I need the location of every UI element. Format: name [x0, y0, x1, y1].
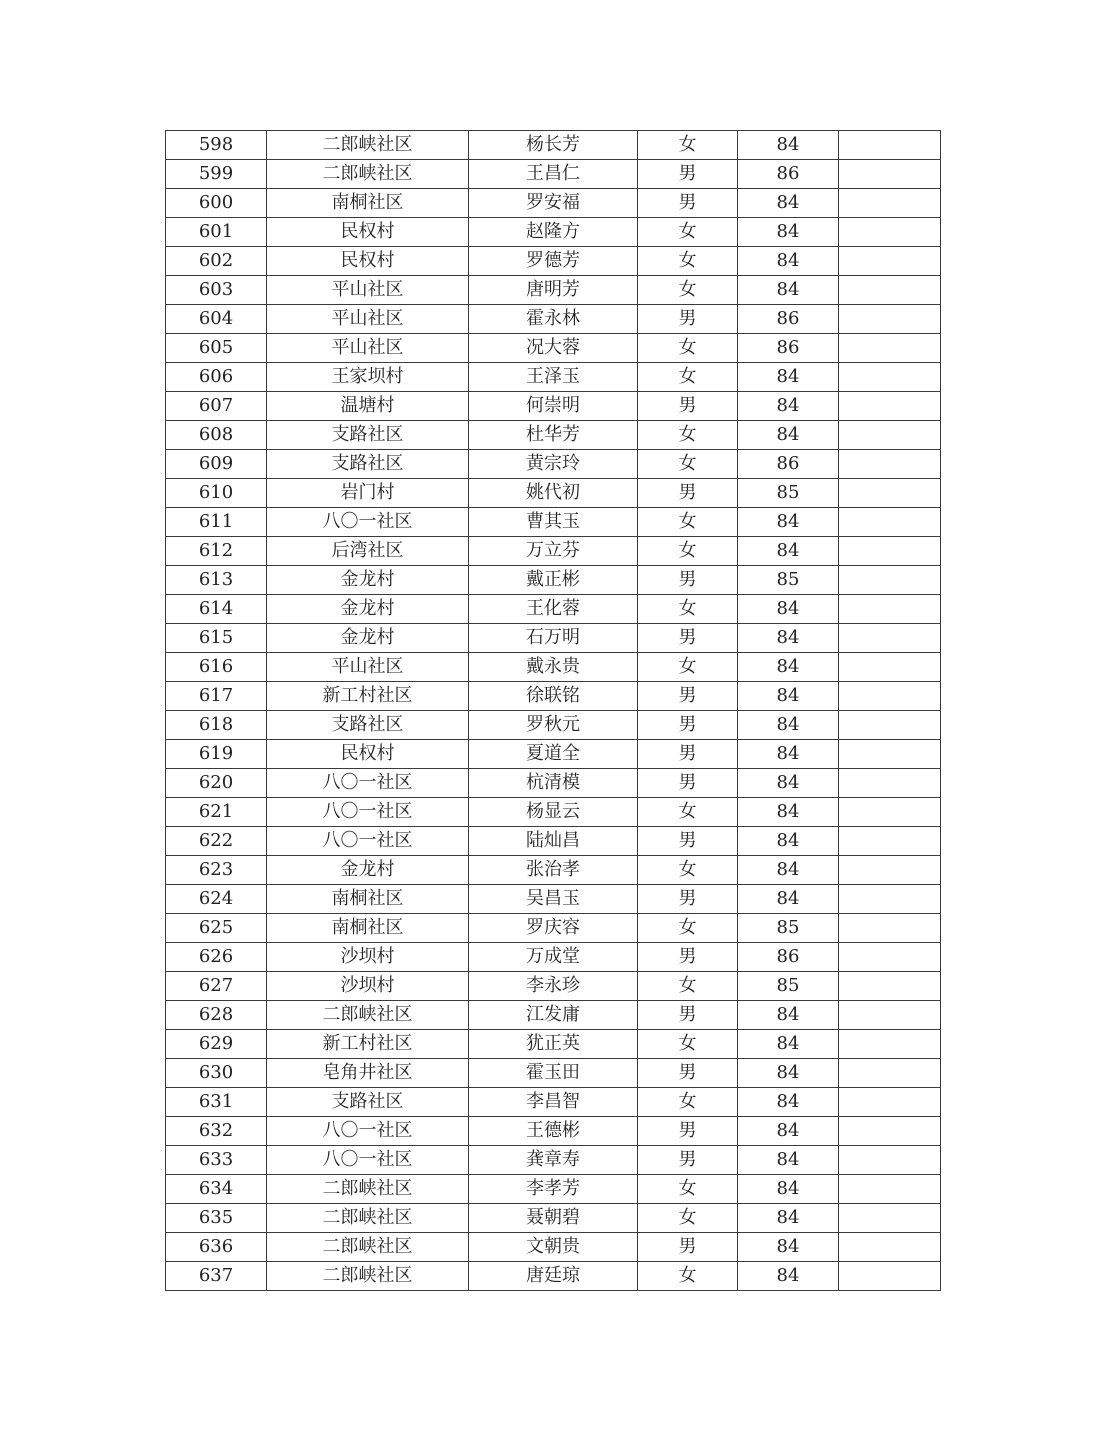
sex-cell: 男 — [638, 160, 738, 189]
age-cell: 84 — [738, 885, 839, 914]
person-name-cell: 龚章寿 — [469, 1146, 638, 1175]
table-row — [166, 972, 941, 1001]
sex-cell: 女 — [638, 1262, 738, 1291]
age-cell: 84 — [738, 363, 839, 392]
note-cell — [839, 1204, 941, 1233]
person-name-cell: 陆灿昌 — [469, 827, 638, 856]
age-cell: 84 — [738, 856, 839, 885]
row-number-cell: 626 — [166, 943, 267, 972]
table-row — [166, 827, 941, 856]
note-cell — [839, 247, 941, 276]
note-cell — [839, 421, 941, 450]
note-cell — [839, 943, 941, 972]
person-name-cell: 唐廷琼 — [469, 1262, 638, 1291]
age-cell: 86 — [738, 160, 839, 189]
note-cell — [839, 1001, 941, 1030]
note-cell — [839, 740, 941, 769]
sex-cell: 女 — [638, 450, 738, 479]
community-cell: 二郎峡社区 — [267, 1262, 469, 1291]
table-row — [166, 856, 941, 885]
row-number-cell: 603 — [166, 276, 267, 305]
table-row — [166, 1233, 941, 1262]
table-row — [166, 798, 941, 827]
sex-cell: 男 — [638, 189, 738, 218]
note-cell — [839, 682, 941, 711]
person-name-cell: 戴正彬 — [469, 566, 638, 595]
note-cell — [839, 711, 941, 740]
age-cell: 84 — [738, 218, 839, 247]
row-number-cell: 606 — [166, 363, 267, 392]
note-cell — [839, 479, 941, 508]
table-row — [166, 1088, 941, 1117]
age-cell: 85 — [738, 479, 839, 508]
note-cell — [839, 595, 941, 624]
table-row — [166, 218, 941, 247]
note-cell — [839, 392, 941, 421]
table-row — [166, 624, 941, 653]
community-cell: 金龙村 — [267, 856, 469, 885]
community-cell: 八〇一社区 — [267, 769, 469, 798]
community-cell: 民权村 — [267, 740, 469, 769]
roster-table-body — [166, 131, 941, 1291]
note-cell — [839, 1146, 941, 1175]
table-row — [166, 392, 941, 421]
person-name-cell: 万成堂 — [469, 943, 638, 972]
row-number-cell: 625 — [166, 914, 267, 943]
community-cell: 二郎峡社区 — [267, 1175, 469, 1204]
person-name-cell: 徐联铭 — [469, 682, 638, 711]
community-cell: 八〇一社区 — [267, 798, 469, 827]
community-cell: 民权村 — [267, 218, 469, 247]
community-cell: 二郎峡社区 — [267, 1233, 469, 1262]
sex-cell: 男 — [638, 1146, 738, 1175]
community-cell: 支路社区 — [267, 1088, 469, 1117]
person-name-cell: 黄宗玲 — [469, 450, 638, 479]
table-row — [166, 711, 941, 740]
table-row — [166, 653, 941, 682]
person-name-cell: 李昌智 — [469, 1088, 638, 1117]
row-number-cell: 631 — [166, 1088, 267, 1117]
note-cell — [839, 1088, 941, 1117]
age-cell: 85 — [738, 566, 839, 595]
sex-cell: 女 — [638, 1204, 738, 1233]
sex-cell: 女 — [638, 363, 738, 392]
sex-cell: 男 — [638, 1001, 738, 1030]
row-number-cell: 607 — [166, 392, 267, 421]
row-number-cell: 600 — [166, 189, 267, 218]
table-row — [166, 1059, 941, 1088]
table-row — [166, 595, 941, 624]
person-name-cell: 杜华芳 — [469, 421, 638, 450]
person-name-cell: 赵隆方 — [469, 218, 638, 247]
note-cell — [839, 856, 941, 885]
age-cell: 84 — [738, 1059, 839, 1088]
note-cell — [839, 972, 941, 1001]
person-name-cell: 江发庸 — [469, 1001, 638, 1030]
row-number-cell: 628 — [166, 1001, 267, 1030]
sex-cell: 女 — [638, 508, 738, 537]
community-cell: 平山社区 — [267, 334, 469, 363]
person-name-cell: 聂朝碧 — [469, 1204, 638, 1233]
row-number-cell: 627 — [166, 972, 267, 1001]
community-cell: 平山社区 — [267, 276, 469, 305]
person-name-cell: 王化蓉 — [469, 595, 638, 624]
table-row — [166, 1262, 941, 1291]
note-cell — [839, 537, 941, 566]
note-cell — [839, 653, 941, 682]
sex-cell: 男 — [638, 479, 738, 508]
table-row — [166, 363, 941, 392]
note-cell — [839, 1059, 941, 1088]
community-cell: 南桐社区 — [267, 914, 469, 943]
sex-cell: 女 — [638, 131, 738, 160]
row-number-cell: 601 — [166, 218, 267, 247]
table-row — [166, 189, 941, 218]
person-name-cell: 王昌仁 — [469, 160, 638, 189]
person-name-cell: 吴昌玉 — [469, 885, 638, 914]
age-cell: 86 — [738, 450, 839, 479]
row-number-cell: 618 — [166, 711, 267, 740]
row-number-cell: 621 — [166, 798, 267, 827]
sex-cell: 女 — [638, 276, 738, 305]
person-name-cell: 罗秋元 — [469, 711, 638, 740]
person-name-cell: 犹正英 — [469, 1030, 638, 1059]
sex-cell: 女 — [638, 653, 738, 682]
age-cell: 84 — [738, 421, 839, 450]
community-cell: 皂角井社区 — [267, 1059, 469, 1088]
row-number-cell: 609 — [166, 450, 267, 479]
community-cell: 民权村 — [267, 247, 469, 276]
table-row — [166, 740, 941, 769]
sex-cell: 女 — [638, 1175, 738, 1204]
community-cell: 金龙村 — [267, 595, 469, 624]
person-name-cell: 况大蓉 — [469, 334, 638, 363]
person-name-cell: 霍永林 — [469, 305, 638, 334]
sex-cell: 男 — [638, 943, 738, 972]
person-name-cell: 夏道全 — [469, 740, 638, 769]
row-number-cell: 615 — [166, 624, 267, 653]
note-cell — [839, 131, 941, 160]
sex-cell: 男 — [638, 624, 738, 653]
note-cell — [839, 885, 941, 914]
sex-cell: 女 — [638, 798, 738, 827]
note-cell — [839, 1117, 941, 1146]
row-number-cell: 612 — [166, 537, 267, 566]
community-cell: 新工村社区 — [267, 1030, 469, 1059]
community-cell: 沙坝村 — [267, 972, 469, 1001]
row-number-cell: 635 — [166, 1204, 267, 1233]
row-number-cell: 634 — [166, 1175, 267, 1204]
table-row — [166, 769, 941, 798]
sex-cell: 女 — [638, 856, 738, 885]
age-cell: 86 — [738, 334, 839, 363]
age-cell: 84 — [738, 682, 839, 711]
note-cell — [839, 769, 941, 798]
note-cell — [839, 914, 941, 943]
person-name-cell: 李永珍 — [469, 972, 638, 1001]
age-cell: 84 — [738, 1204, 839, 1233]
row-number-cell: 613 — [166, 566, 267, 595]
table-row — [166, 305, 941, 334]
row-number-cell: 633 — [166, 1146, 267, 1175]
table-row — [166, 450, 941, 479]
person-name-cell: 姚代初 — [469, 479, 638, 508]
community-cell: 支路社区 — [267, 450, 469, 479]
table-row — [166, 1175, 941, 1204]
person-name-cell: 杨长芳 — [469, 131, 638, 160]
sex-cell: 女 — [638, 218, 738, 247]
table-row — [166, 421, 941, 450]
row-number-cell: 616 — [166, 653, 267, 682]
age-cell: 84 — [738, 798, 839, 827]
row-number-cell: 623 — [166, 856, 267, 885]
age-cell: 84 — [738, 131, 839, 160]
row-number-cell: 620 — [166, 769, 267, 798]
sex-cell: 女 — [638, 421, 738, 450]
person-name-cell: 杨显云 — [469, 798, 638, 827]
age-cell: 84 — [738, 624, 839, 653]
note-cell — [839, 1233, 941, 1262]
person-name-cell: 李孝芳 — [469, 1175, 638, 1204]
sex-cell: 女 — [638, 247, 738, 276]
sex-cell: 男 — [638, 711, 738, 740]
community-cell: 新工村社区 — [267, 682, 469, 711]
community-cell: 岩门村 — [267, 479, 469, 508]
age-cell: 86 — [738, 305, 839, 334]
note-cell — [839, 1175, 941, 1204]
person-name-cell: 罗庆容 — [469, 914, 638, 943]
row-number-cell: 629 — [166, 1030, 267, 1059]
age-cell: 85 — [738, 914, 839, 943]
sex-cell: 女 — [638, 334, 738, 363]
age-cell: 84 — [738, 276, 839, 305]
table-row — [166, 943, 941, 972]
age-cell: 84 — [738, 508, 839, 537]
note-cell — [839, 827, 941, 856]
community-cell: 南桐社区 — [267, 885, 469, 914]
row-number-cell: 637 — [166, 1262, 267, 1291]
age-cell: 84 — [738, 1233, 839, 1262]
community-cell: 八〇一社区 — [267, 508, 469, 537]
community-cell: 二郎峡社区 — [267, 131, 469, 160]
age-cell: 84 — [738, 1001, 839, 1030]
table-row — [166, 479, 941, 508]
note-cell — [839, 1030, 941, 1059]
sex-cell: 男 — [638, 827, 738, 856]
row-number-cell: 630 — [166, 1059, 267, 1088]
row-number-cell: 636 — [166, 1233, 267, 1262]
sex-cell: 男 — [638, 392, 738, 421]
community-cell: 王家坝村 — [267, 363, 469, 392]
sex-cell: 女 — [638, 1030, 738, 1059]
sex-cell: 女 — [638, 537, 738, 566]
row-number-cell: 619 — [166, 740, 267, 769]
row-number-cell: 632 — [166, 1117, 267, 1146]
age-cell: 84 — [738, 595, 839, 624]
note-cell — [839, 624, 941, 653]
person-name-cell: 石万明 — [469, 624, 638, 653]
table-row — [166, 1117, 941, 1146]
community-cell: 后湾社区 — [267, 537, 469, 566]
sex-cell: 男 — [638, 682, 738, 711]
table-row — [166, 1204, 941, 1233]
roster-table — [165, 130, 941, 1291]
table-row — [166, 885, 941, 914]
table-row — [166, 508, 941, 537]
person-name-cell: 何崇明 — [469, 392, 638, 421]
sex-cell: 男 — [638, 1233, 738, 1262]
note-cell — [839, 276, 941, 305]
age-cell: 84 — [738, 653, 839, 682]
person-name-cell: 王泽玉 — [469, 363, 638, 392]
table-row — [166, 160, 941, 189]
table-row — [166, 1001, 941, 1030]
community-cell: 八〇一社区 — [267, 1117, 469, 1146]
sex-cell: 男 — [638, 740, 738, 769]
table-row — [166, 131, 941, 160]
community-cell: 沙坝村 — [267, 943, 469, 972]
note-cell — [839, 798, 941, 827]
table-row — [166, 276, 941, 305]
community-cell: 温塘村 — [267, 392, 469, 421]
note-cell — [839, 363, 941, 392]
age-cell: 84 — [738, 1146, 839, 1175]
age-cell: 86 — [738, 943, 839, 972]
note-cell — [839, 1262, 941, 1291]
age-cell: 84 — [738, 1030, 839, 1059]
table-row — [166, 1146, 941, 1175]
person-name-cell: 唐明芳 — [469, 276, 638, 305]
person-name-cell: 曹其玉 — [469, 508, 638, 537]
note-cell — [839, 160, 941, 189]
age-cell: 84 — [738, 740, 839, 769]
row-number-cell: 602 — [166, 247, 267, 276]
row-number-cell: 624 — [166, 885, 267, 914]
sex-cell: 女 — [638, 972, 738, 1001]
note-cell — [839, 305, 941, 334]
age-cell: 84 — [738, 1262, 839, 1291]
person-name-cell: 霍玉田 — [469, 1059, 638, 1088]
community-cell: 南桐社区 — [267, 189, 469, 218]
table-row — [166, 247, 941, 276]
row-number-cell: 605 — [166, 334, 267, 363]
table-row — [166, 537, 941, 566]
person-name-cell: 王德彬 — [469, 1117, 638, 1146]
sex-cell: 女 — [638, 914, 738, 943]
age-cell: 85 — [738, 972, 839, 1001]
sex-cell: 男 — [638, 885, 738, 914]
row-number-cell: 604 — [166, 305, 267, 334]
row-number-cell: 617 — [166, 682, 267, 711]
community-cell: 二郎峡社区 — [267, 1001, 469, 1030]
community-cell: 八〇一社区 — [267, 1146, 469, 1175]
age-cell: 84 — [738, 711, 839, 740]
community-cell: 金龙村 — [267, 566, 469, 595]
age-cell: 84 — [738, 1117, 839, 1146]
age-cell: 84 — [738, 247, 839, 276]
note-cell — [839, 508, 941, 537]
community-cell: 二郎峡社区 — [267, 160, 469, 189]
person-name-cell: 文朝贵 — [469, 1233, 638, 1262]
sex-cell: 男 — [638, 1117, 738, 1146]
community-cell: 二郎峡社区 — [267, 1204, 469, 1233]
community-cell: 平山社区 — [267, 653, 469, 682]
sex-cell: 女 — [638, 595, 738, 624]
age-cell: 84 — [738, 537, 839, 566]
person-name-cell: 杭清模 — [469, 769, 638, 798]
note-cell — [839, 218, 941, 247]
sex-cell: 男 — [638, 769, 738, 798]
community-cell: 八〇一社区 — [267, 827, 469, 856]
table-row — [166, 334, 941, 363]
row-number-cell: 610 — [166, 479, 267, 508]
person-name-cell: 罗德芳 — [469, 247, 638, 276]
table-row — [166, 566, 941, 595]
age-cell: 84 — [738, 189, 839, 218]
person-name-cell: 罗安福 — [469, 189, 638, 218]
note-cell — [839, 566, 941, 595]
row-number-cell: 614 — [166, 595, 267, 624]
row-number-cell: 599 — [166, 160, 267, 189]
table-row — [166, 914, 941, 943]
row-number-cell: 608 — [166, 421, 267, 450]
sex-cell: 男 — [638, 305, 738, 334]
community-cell: 平山社区 — [267, 305, 469, 334]
table-row — [166, 1030, 941, 1059]
age-cell: 84 — [738, 827, 839, 856]
note-cell — [839, 334, 941, 363]
age-cell: 84 — [738, 1088, 839, 1117]
row-number-cell: 622 — [166, 827, 267, 856]
age-cell: 84 — [738, 392, 839, 421]
community-cell: 支路社区 — [267, 421, 469, 450]
row-number-cell: 598 — [166, 131, 267, 160]
row-number-cell: 611 — [166, 508, 267, 537]
table-row — [166, 682, 941, 711]
age-cell: 84 — [738, 769, 839, 798]
sex-cell: 男 — [638, 566, 738, 595]
community-cell: 支路社区 — [267, 711, 469, 740]
age-cell: 84 — [738, 1175, 839, 1204]
person-name-cell: 万立芬 — [469, 537, 638, 566]
note-cell — [839, 189, 941, 218]
sex-cell: 男 — [638, 1059, 738, 1088]
person-name-cell: 戴永贵 — [469, 653, 638, 682]
sex-cell: 女 — [638, 1088, 738, 1117]
community-cell: 金龙村 — [267, 624, 469, 653]
person-name-cell: 张治孝 — [469, 856, 638, 885]
note-cell — [839, 450, 941, 479]
